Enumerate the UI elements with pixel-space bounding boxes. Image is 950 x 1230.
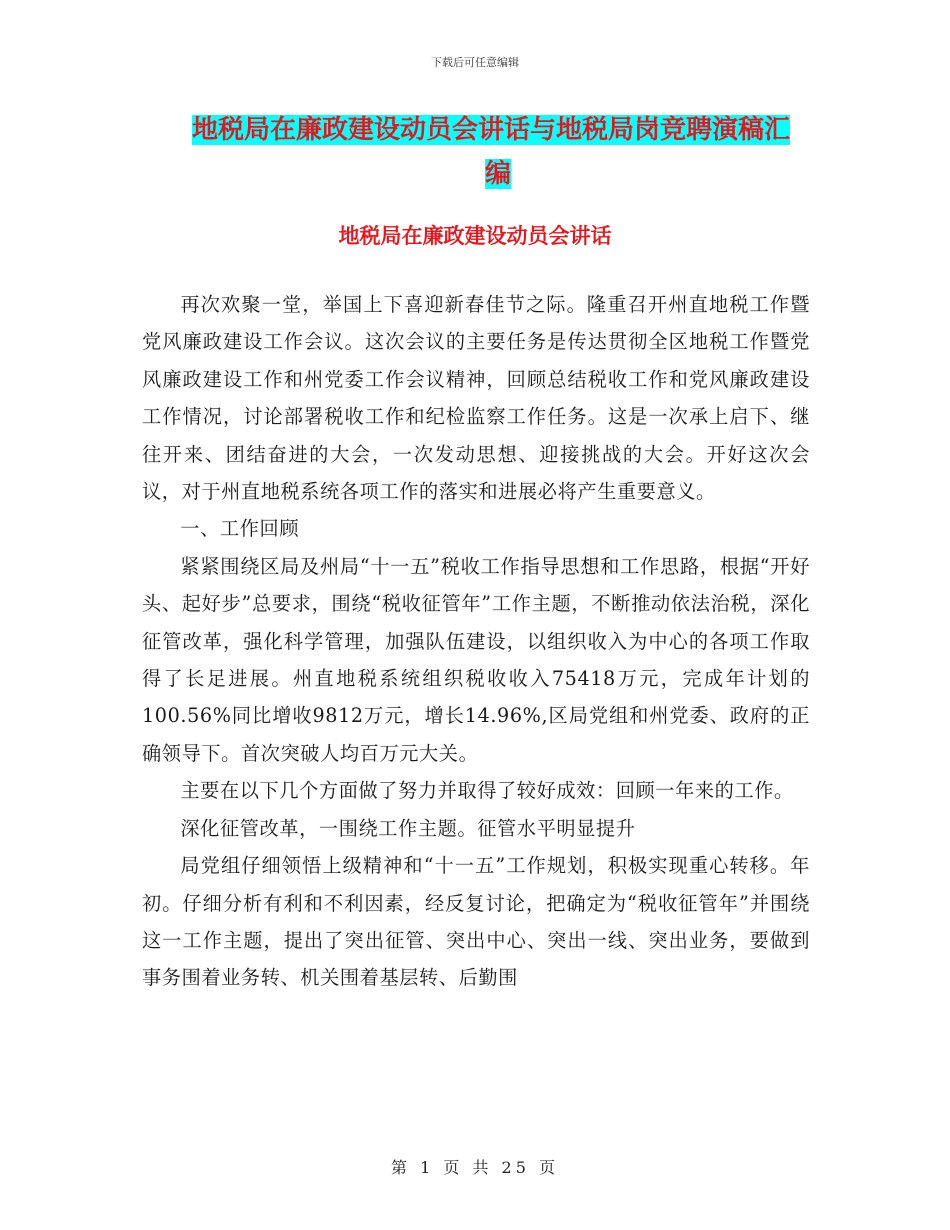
paragraph: 局党组仔细领悟上级精神和“十一五”工作规划，积极实现重心转移。年初。仔细分析有利和不利因素，经反复讨论，把确定为“税收征管年”并围绕这一工作主题，提出了突出征管、突出中心、突出一线、突出业务，要做到事务围着业务转、机关围着基层转、后勤围 <box>142 854 810 990</box>
document-title-line-1: 地税局在廉政建设动员会讲话与地税局岗竞聘演稿汇 <box>192 115 791 145</box>
paragraph: 再次欢聚一堂，举国上下喜迎新春佳节之际。隆重召开州直地税工作暨党风廉政建设工作会议。这次会议的主要任务是传达贯彻全区地税工作暨党风廉政建设工作和州党委工作会议精神，回顾总结税收工作和党风廉政建设工作情况，讨论部署税收工作和纪检监察工作任务。这是一次承上启下、继往开来、团结奋进的大会，一次发动思想、迎接挑战的大会。开好这次会议，对于州直地税系统各项工作的落实和进展必将产生重要意义。 <box>142 293 810 504</box>
paragraph: 一、工作回顾 <box>180 517 300 541</box>
paragraph: 深化征管改革，一围绕工作主题。征管水平明显提升 <box>180 816 636 840</box>
paragraph: 紧紧围绕区局及州局“十一五”税收工作指导思想和工作思路，根据“开好头、起好步”总要求，围绕“税收征管年”工作主题，不断推动依法治税，深化征管改革，强化科学管理，加强队伍建设，以组织收入为中心的各项工作取得了长足进展。州直地税系统组织税收收入75418万元，完成年计划的100.56%同比增收9812万元，增长14.96%,区局党组和州党委、政府的正确领导下。首次突破人均百万元大关。 <box>142 554 810 765</box>
document-title-line-2: 编 <box>484 159 511 189</box>
document-body <box>142 286 810 997</box>
document-title <box>192 108 804 196</box>
paragraph: 主要在以下几个方面做了努力并取得了较好成效：回顾一年来的工作。 <box>180 779 794 803</box>
page-header-note: 下载后可任意编辑 <box>431 56 519 69</box>
page-footer: 第 1 页 共 25 页 <box>391 1158 559 1177</box>
section-title: 地税局在廉政建设动员会讲话 <box>338 224 612 248</box>
